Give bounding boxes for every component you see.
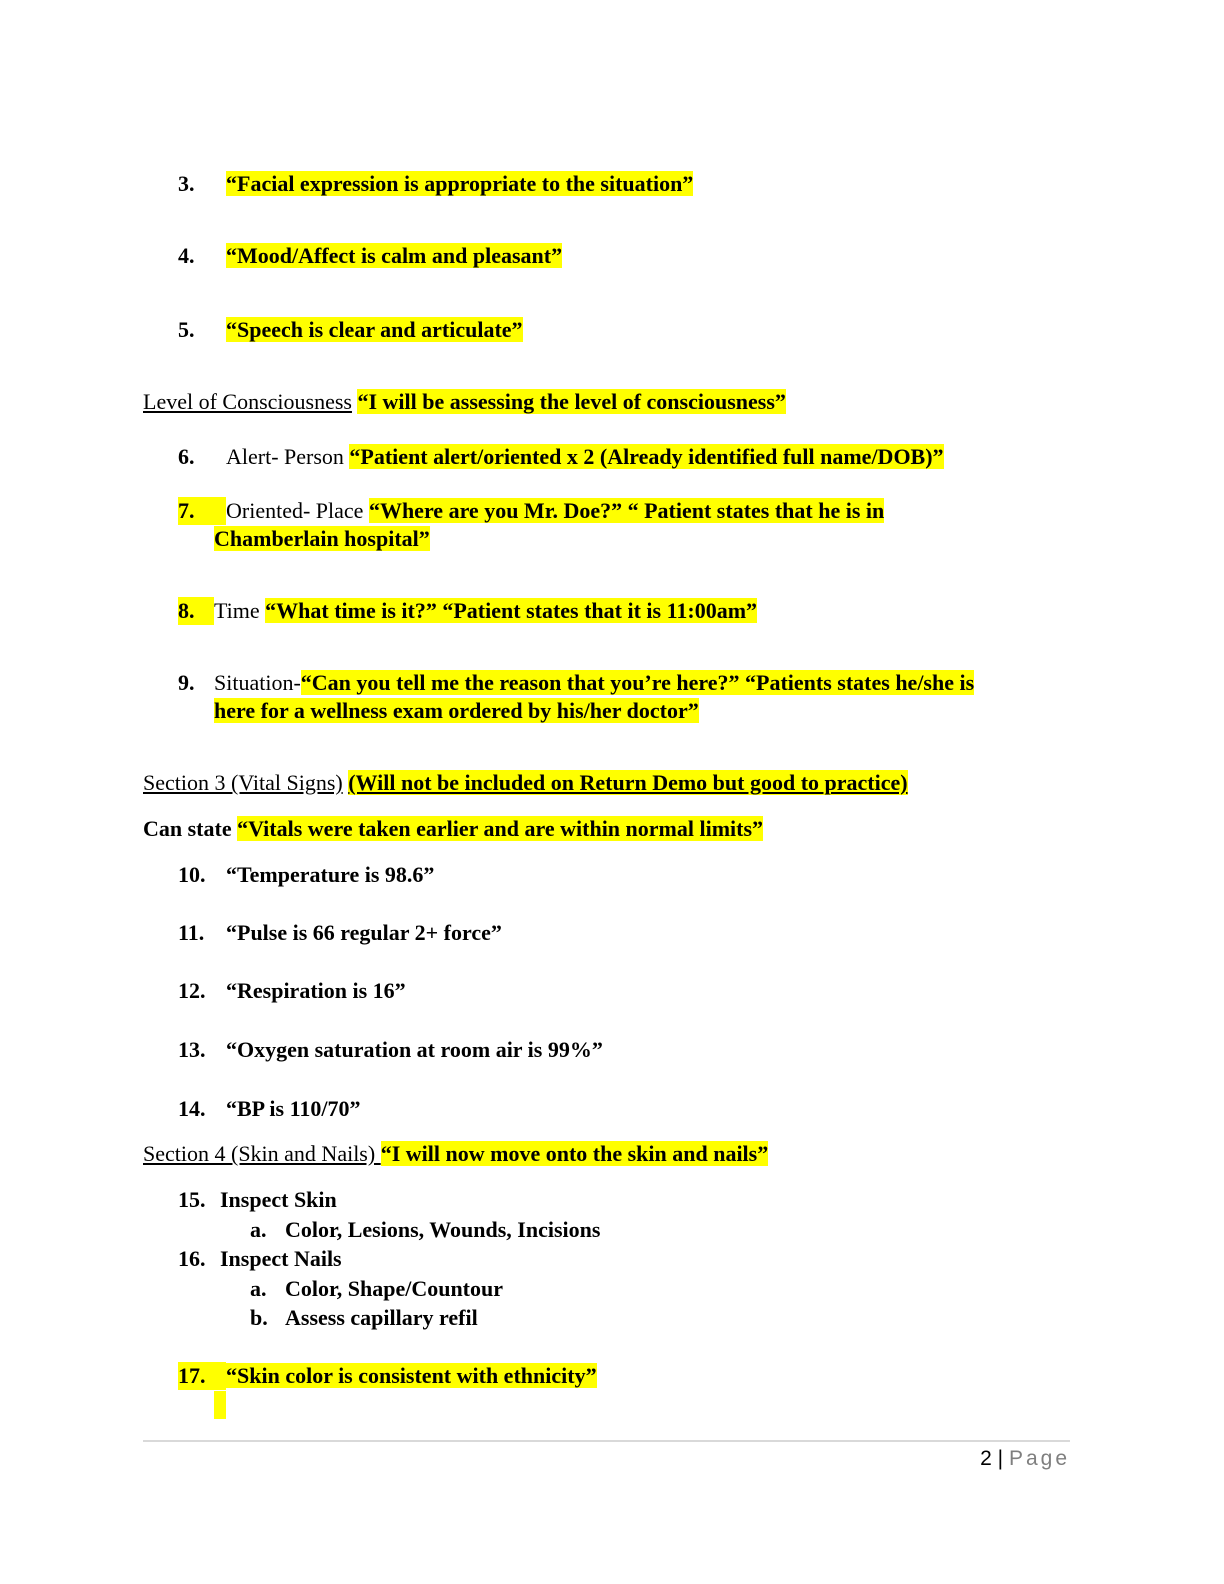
item-text: “Mood/Affect is calm and pleasant” bbox=[226, 243, 563, 268]
sub-item-16a bbox=[250, 1275, 503, 1303]
item-text: “What time is it?” “Patient states that it is 11:00am” bbox=[265, 598, 758, 623]
item-label: Alert- Person bbox=[226, 444, 344, 469]
sub-item-letter: b. bbox=[250, 1305, 268, 1330]
item-number: 3. bbox=[178, 171, 195, 196]
item-text: Inspect Skin bbox=[220, 1187, 337, 1212]
footer-divider bbox=[143, 1440, 1070, 1442]
item-text: “Skin color is consistent with ethnicity” bbox=[226, 1363, 597, 1388]
vitals-statement bbox=[143, 815, 763, 843]
list-item-3 bbox=[178, 170, 693, 198]
item-text: “Where are you Mr. Doe?” “ Patient states that he is in bbox=[368, 498, 885, 523]
item-number: 12. bbox=[178, 978, 206, 1003]
heading-quote: “I will be assessing the level of consciousness” bbox=[357, 389, 786, 414]
footer-separator: | bbox=[991, 1447, 1009, 1470]
heading-title: Section 4 (Skin and Nails) bbox=[143, 1141, 381, 1166]
list-item-7-continued bbox=[214, 525, 430, 553]
list-item-6 bbox=[178, 443, 944, 471]
heading-quote: “I will now move onto the skin and nails” bbox=[380, 1141, 769, 1166]
item-number: 15. bbox=[178, 1187, 206, 1212]
list-item-9 bbox=[178, 669, 974, 697]
heading-level-of-consciousness bbox=[143, 388, 786, 416]
list-item-5 bbox=[178, 316, 523, 344]
list-item-13 bbox=[178, 1036, 603, 1064]
item-text: “Facial expression is appropriate to the situation” bbox=[226, 171, 694, 196]
list-item-16 bbox=[178, 1245, 342, 1273]
item-label: Time bbox=[214, 598, 260, 623]
item-text-continued: Chamberlain hospital” bbox=[214, 526, 430, 551]
empty-highlight-mark bbox=[214, 1391, 226, 1419]
sub-item-text: Color, Shape/Countour bbox=[285, 1276, 504, 1301]
item-label: Oriented- Place bbox=[226, 498, 364, 523]
item-number: 9. bbox=[178, 670, 195, 695]
statement-quote: “Vitals were taken earlier and are within normal limits” bbox=[237, 816, 764, 841]
heading-title: Section 3 (Vital Signs) bbox=[143, 770, 343, 795]
item-number: 4. bbox=[178, 243, 195, 268]
item-number: 8. bbox=[178, 597, 214, 625]
sub-item-letter: a. bbox=[250, 1276, 267, 1301]
item-number: 7. bbox=[178, 497, 226, 525]
item-number: 17. bbox=[178, 1362, 226, 1390]
sub-item-text: Color, Lesions, Wounds, Incisions bbox=[285, 1217, 601, 1242]
item-number: 13. bbox=[178, 1037, 206, 1062]
item-number: 5. bbox=[178, 317, 195, 342]
page-footer bbox=[980, 1445, 1070, 1473]
item-text: “BP is 110/70” bbox=[226, 1096, 361, 1121]
list-item-12 bbox=[178, 977, 406, 1005]
list-item-15 bbox=[178, 1186, 337, 1214]
item-text: “Can you tell me the reason that you’re here?” “Patients states he/she is bbox=[300, 670, 975, 695]
list-item-10 bbox=[178, 861, 434, 889]
item-number: 16. bbox=[178, 1246, 206, 1271]
item-text: Inspect Nails bbox=[220, 1246, 342, 1271]
list-item-7 bbox=[178, 497, 884, 525]
item-text: “Pulse is 66 regular 2+ force” bbox=[226, 920, 502, 945]
sub-item-15a bbox=[250, 1216, 600, 1244]
item-text: “Respiration is 16” bbox=[226, 978, 406, 1003]
list-item-11 bbox=[178, 919, 502, 947]
heading-title: Level of Consciousness bbox=[143, 389, 352, 414]
footer-page-word: Page bbox=[1008, 1447, 1070, 1470]
list-item-8 bbox=[178, 597, 757, 625]
item-number: 14. bbox=[178, 1096, 206, 1121]
list-item-14 bbox=[178, 1095, 360, 1123]
item-label: Situation- bbox=[214, 670, 301, 695]
sub-item-letter: a. bbox=[250, 1217, 267, 1242]
item-text-continued: here for a wellness exam ordered by his/her doctor” bbox=[214, 698, 699, 723]
item-number: 11. bbox=[178, 920, 205, 945]
item-number: 10. bbox=[178, 862, 206, 887]
item-text: “Temperature is 98.6” bbox=[226, 862, 435, 887]
heading-section-4 bbox=[143, 1140, 768, 1168]
heading-note: (Will not be included on Return Demo but good to practice) bbox=[348, 770, 908, 795]
item-text: “Oxygen saturation at room air is 99%” bbox=[226, 1037, 603, 1062]
heading-section-3 bbox=[143, 769, 908, 797]
page-number: 2 bbox=[980, 1447, 992, 1470]
list-item-17 bbox=[178, 1362, 597, 1390]
item-number: 6. bbox=[178, 444, 195, 469]
sub-item-16b bbox=[250, 1304, 478, 1332]
statement-lead: Can state bbox=[143, 816, 238, 841]
sub-item-text: Assess capillary refil bbox=[285, 1305, 478, 1330]
item-text: “Patient alert/oriented x 2 (Already identified full name/DOB)” bbox=[349, 444, 944, 469]
list-item-9-continued bbox=[214, 697, 699, 725]
item-text: “Speech is clear and articulate” bbox=[226, 317, 523, 342]
list-item-4 bbox=[178, 242, 562, 270]
